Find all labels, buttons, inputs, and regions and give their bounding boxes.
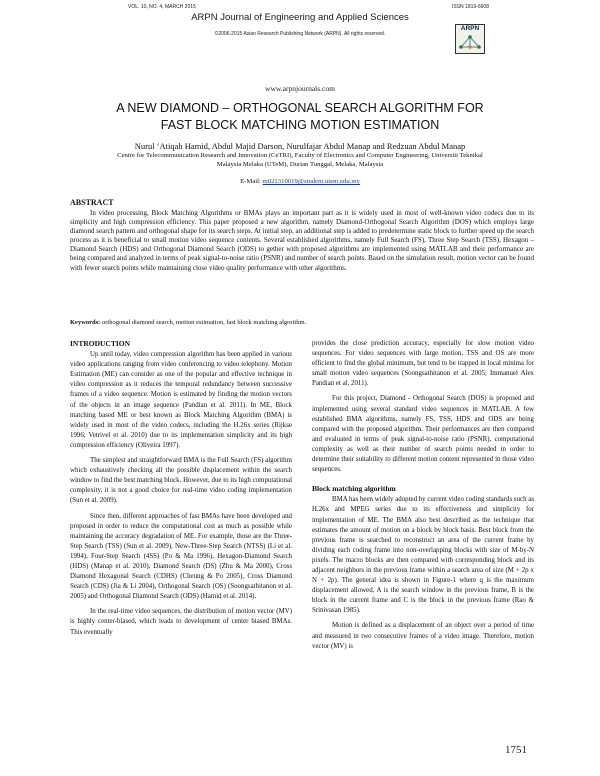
email-link[interactable]: m021310019@student.utem.edu.my xyxy=(262,178,360,185)
email-line xyxy=(40,177,560,186)
network-icon xyxy=(458,33,482,51)
intro-paragraph-1: Up until today, video compression algorithm has been applied in various video applications ranging from video conferencing to video telephony. Motion Estimation (ME) can consider as one of the popular and effective technique in video compression as it reduces the temporal redundancy between successive frames of a video sequence. Motion is estimated by finding the motion vectors of the objects in an image sequence (Pandian et al. 2011). In ME, Block matching based ME or best known as Block Matching Algorithm (BMA) is widely used in most of the video codecs, including the H.26x series (Rijkse 1996; Vetrivel et al. 2010) due to its implementation simplicity and its high compression efficiency (Oliveira 1997). xyxy=(70,351,292,449)
title-line-1: A NEW DIAMOND – ORTHOGONAL SEARCH ALGORITHM FOR xyxy=(116,101,484,115)
intro-paragraph-6: For this project, Diamond - Orthogonal Search (DOS) is proposed and implemented using several standard video sequences in MATLAB. A few established BMA algorithms, namely FS, TSS, HDS and ODS are being compared with the proposed algorithm. Their performances are then compared and evaluated in terms of peak signal-to-noise ratio (PSNR), computational complexity as well as their number of search points needed in order to determine their suitability to different motion content represented in those video sequences. xyxy=(312,395,534,474)
volume-info: VOL. 10, NO. 4, MARCH 2015 xyxy=(128,4,196,10)
left-column xyxy=(70,339,292,643)
page-number: 1751 xyxy=(505,744,527,756)
introduction-heading: INTRODUCTION xyxy=(70,339,131,348)
copyright-notice: ©2006-2015 Asian Research Publishing Network (ARPN). All rights reserved. xyxy=(214,31,386,37)
journal-url[interactable]: www.arpnjournals.com xyxy=(265,84,335,93)
paper-title xyxy=(40,100,560,134)
author-list: Nurul ‘Atiqah Hamid, Abdul Majid Darson, Nurulfajar Abdul Manap and Redzuan Abdul Manap xyxy=(134,141,466,151)
issn: ISSN 1819-6608 xyxy=(452,4,489,10)
intro-paragraph-3: Since then, different approaches of fast BMAs have been developed and proposed in order to reduce the computational cost as much as possible while maintaining the accuracy degradation of ME. For example, those are the Three-Step Search (TSS) (Sun et al. 2009), New-Three-Step Search (NTSS) (Li et al. 1994), Four-Step Search (4SS) (Po & Ma 1996), Hexagon-Diamond Search (HDS) (Manap et al. 2010), Diamond Search (DS) (Zhu & Ma 2000), Cross Diamond Hexagonal Search (CDHS) (Cheung & Po 2005), Cross Diamond Search (CDS) (Jia & Li 2004), Orthogonal Search (OS) (Soongsathitanon et al. 2005) and Orthogonal Diamond Search (ODS) (Hamid et al. 2014). xyxy=(70,512,292,601)
keywords xyxy=(70,318,534,327)
bma-paragraph-2: Motion is defined as a displacement of an object over a period of time and measured in two consecutive frames of a video image. Therefore, motion vector (MV) is xyxy=(312,622,534,650)
affiliation-line-2: Malaysia Melaka (UTeM), Durian Tunggal, Melaka, Malaysia xyxy=(216,161,384,168)
arpn-logo-text: ARPN xyxy=(460,25,480,32)
keywords-text: orthogonal diamond search, motion estimation, fast block matching algorithm. xyxy=(101,319,307,326)
abstract-body xyxy=(70,209,534,273)
bma-paragraph-1: BMA has been widely adopted by current video coding standards such as H.26x and MPEG series due to its effectiveness and simplicity for implementation of ME. The BMA also best described as the technique that estimates the amount of motion on a block by block basis. Best block from the previous frame is searched to reconstruct an area of the current frame by dividing each coding frame into non-overlapping blocks with size of M-by-N pixels. The macro blocks are then compared with corresponding block and its adjacent neighbors in the previous frame within a search area of size (M + 2p x N + 2p). The general idea is shown in Figure-1 where q is the maximum displacement allowed, A is the search window in the previous frame, B is the block in the current frame and C is the block in the previous frame (Rao & Srinivasan 1985). xyxy=(312,496,534,615)
title-line-2: FAST BLOCK MATCHING MOTION ESTIMATION xyxy=(160,118,440,132)
block-matching-heading: Block matching algorithm xyxy=(312,484,396,494)
journal-title: ARPN Journal of Engineering and Applied Sciences xyxy=(191,12,409,23)
arpn-logo xyxy=(455,24,485,54)
abstract-heading: ABSTRACT xyxy=(70,198,114,207)
intro-paragraph-4: In the real-time video sequences, the distribution of motion vector (MV) is highly center-biased, which leads to development of center biased BMAs. This eventually xyxy=(70,608,292,636)
affiliation-line-1: Centre for Telecommunication Research and Innovation (CeTRI), Faculty of Electronics and Computer Engineering, Universiti Teknikal xyxy=(117,152,483,159)
abstract-paragraph: In video processing, Block Matching Algorithms or BMAs plays an important part as it is widely used in most of well-known video codecs due to its simplicity and high compression efficiency. This paper proposed a new algorithm, namely Diamond-Orthogonal Search Algorithm (DOS) which employs large diamond search pattern and orthogonal shape for its search steps. At initial step, an additional step is added to predetermine static block to further speed up the search process as it is beneficial to small motion video sequence contents. Several established algorithms, namely Full Search (FS), Three Step Search (TSS), Hexagon – Diamond Search (HDS) and Orthogonal Diamond Search (ODS) to gether with proposed algorithms are implemented using MATLAB and their performance are being compared and analyzed in terms of peak signal-to-noise ratio (PSNR) and number of search points. Based on the simulation result, motion vector can be found with fewer search points while maintaining close video quality performance with other algorithms. xyxy=(70,209,534,272)
email-label: E-Mail: xyxy=(240,178,261,185)
right-column xyxy=(312,339,534,657)
intro-paragraph-2: The simplest and straightforward BMA is the Full Search (FS) algorithm which exhaustively checking all the possible displacement within the search window to find the best matching block. However, due to its high computational complexity, it is not a good choice for real-time video coding implementation (Sun et al. 2009). xyxy=(70,457,292,505)
keywords-label: Keywords: xyxy=(70,319,101,326)
intro-paragraph-5: provides the close prediction accuracy, especially for slow motion video sequences. For video sequences with large motion, TSS and OS are more efficient to find the global minimum, but tend to be trapped in local minima for small motion video sequences (Soongsathitanon et al. 2005; Immanuel Alex Pandian et al. 2011). xyxy=(312,340,534,388)
